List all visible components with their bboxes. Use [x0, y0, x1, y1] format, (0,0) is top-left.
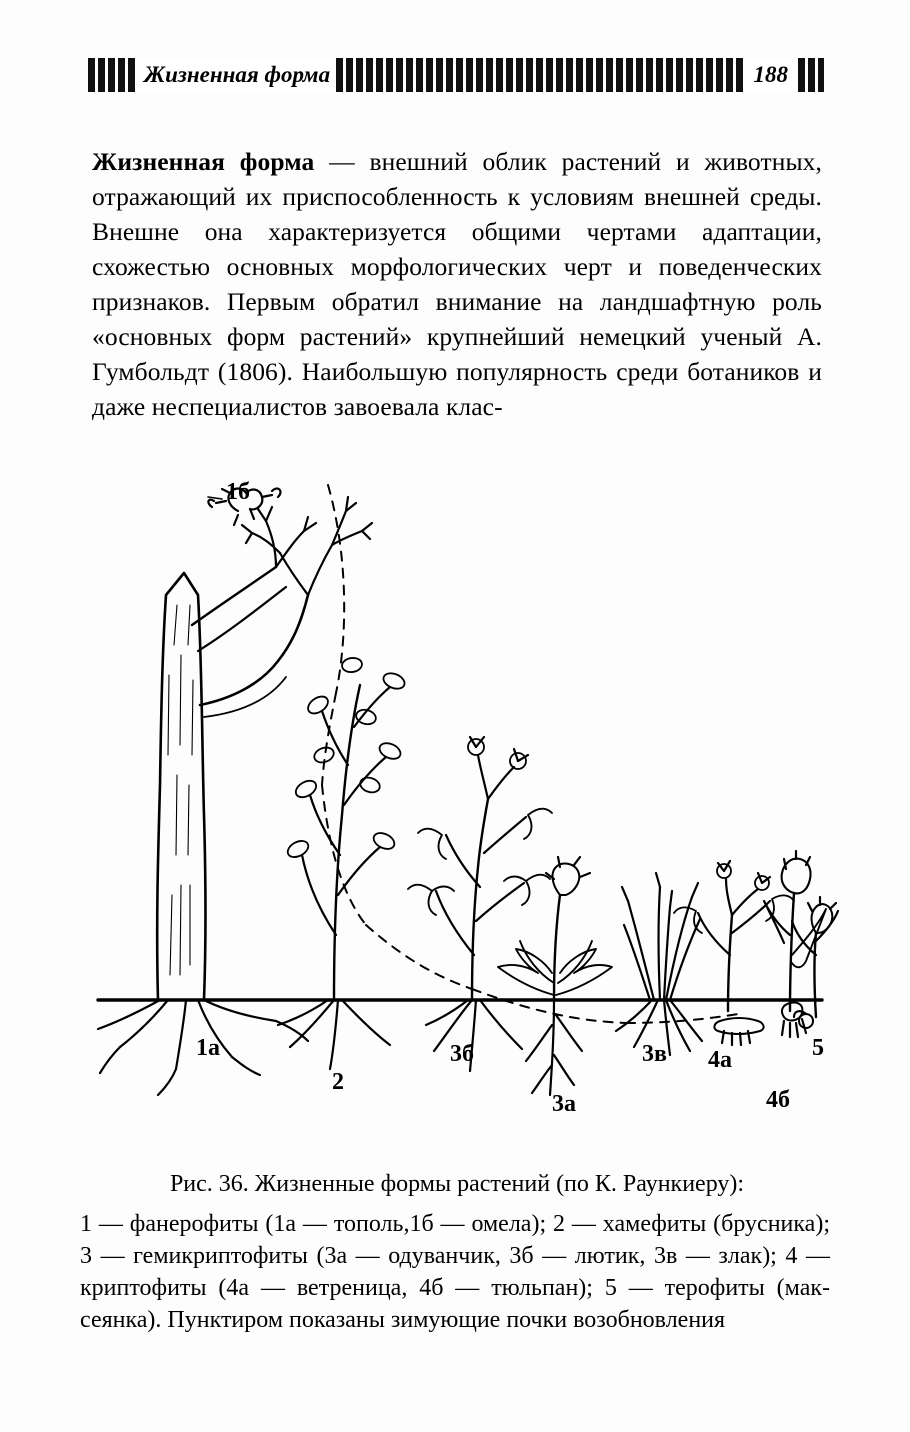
plant-anemone-4a	[674, 861, 794, 1045]
figure-legend: 1 — фанерофиты (1а — тополь,1б — омела); 2 — хамефиты (брусника); 3 — гемикриптофиты (3а — одуванчик, 3б — лютик, 3в — злак); 4 — криптофиты (4а — ветреница, 4б — тюльпан); 5 — терофиты (мак-сеянка). Пунктиром показаны зимующие почки возобновления	[80, 1211, 830, 1333]
plant-grass-3v	[616, 873, 702, 1055]
figure-label-4b: 4б	[766, 1087, 790, 1113]
plant-buttercup-3b	[408, 737, 552, 1071]
plant-dandelion-3a	[498, 857, 612, 1095]
figure-label-3a: 3а	[552, 1091, 576, 1117]
figure-label-4a: 4а	[708, 1047, 732, 1073]
article-paragraph	[92, 144, 822, 424]
figure-label-5: 5	[812, 1035, 824, 1061]
figure-label-1a: 1а	[196, 1035, 220, 1061]
header-ornament-middle	[336, 58, 743, 92]
figure-label-2: 2	[332, 1069, 344, 1095]
figure-label-3v: 3в	[642, 1041, 667, 1067]
figure-label-1b: 1б	[226, 479, 250, 505]
header-ornament-right	[798, 58, 824, 92]
figure-caption: Рис. 36. Жизненные формы растений (по К. Раункиеру):	[169, 1171, 745, 1197]
article-body: — внешний облик растений и животных, отражающий их приспособленность к условиям внешней среды. Внешне она характеризуется общими чертами адаптации, схожестью основных морфологических черт и поведенческих признаков. Первым обратил внимание на ландшафтную роль «основных форм растений» крупнейший немецкий ученый А. Гумбольдт (1806). Наибольшую популярность среди ботаников и даже неспециалистов завоевала клас-	[92, 146, 822, 421]
figure-plant-life-forms	[80, 455, 840, 1155]
figure-label-3b: 3б	[450, 1041, 474, 1067]
header-title: Жизненная форма	[136, 58, 336, 92]
running-header	[88, 58, 824, 92]
page-number: 188	[744, 58, 799, 92]
figure-illustration	[80, 455, 840, 1155]
plant-poppy-seedling-5	[792, 897, 838, 1028]
header-ornament-left	[88, 58, 136, 92]
plant-cowberry-2	[278, 657, 407, 1069]
article-term: Жизненная форма	[92, 146, 315, 176]
dashed-bud-line	[322, 485, 744, 1023]
